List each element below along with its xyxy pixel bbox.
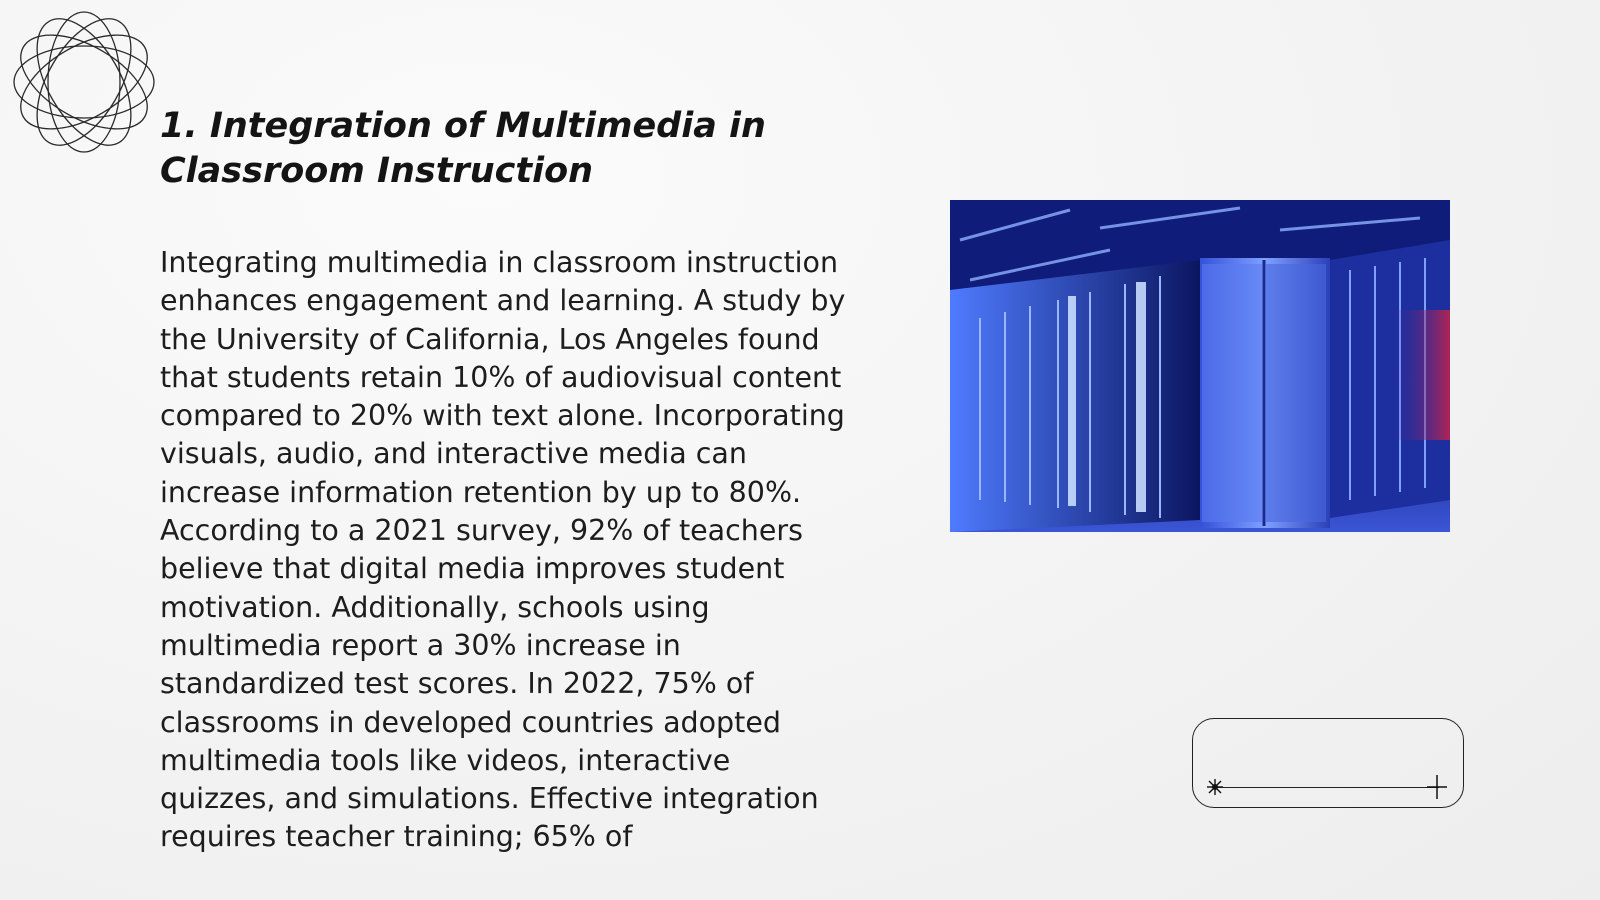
slide-title: 1. Integration of Multimedia in Classroom Instruction: [160, 106, 766, 191]
sparkle-cross-icon: [1423, 773, 1451, 801]
data-center-photo: [950, 200, 1450, 532]
orbit-rings-icon: [10, 8, 158, 156]
starburst-icon: [1205, 777, 1225, 797]
decorative-frame: [1192, 718, 1464, 808]
divider-line: [1217, 787, 1439, 788]
body-paragraph: Integrating multimedia in classroom instruction enhances engagement and learning. A study by the University of California, Los Angeles found that students retain 10% of audiovisual content compared to 20% with text alone. Incorporating visuals, audio, and interactive media can increase information retention by up to 80%. According to a 2021 survey, 92% of teachers believe that digital media improves student motivation. Additionally, schools using multimedia report a 30% increase in standardized test scores. In 2022, 75% of classrooms in developed countries adopted multimedia tools like videos, interactive quizzes, and simulations. Effective integration requires teacher training; 65% of: [160, 246, 846, 854]
